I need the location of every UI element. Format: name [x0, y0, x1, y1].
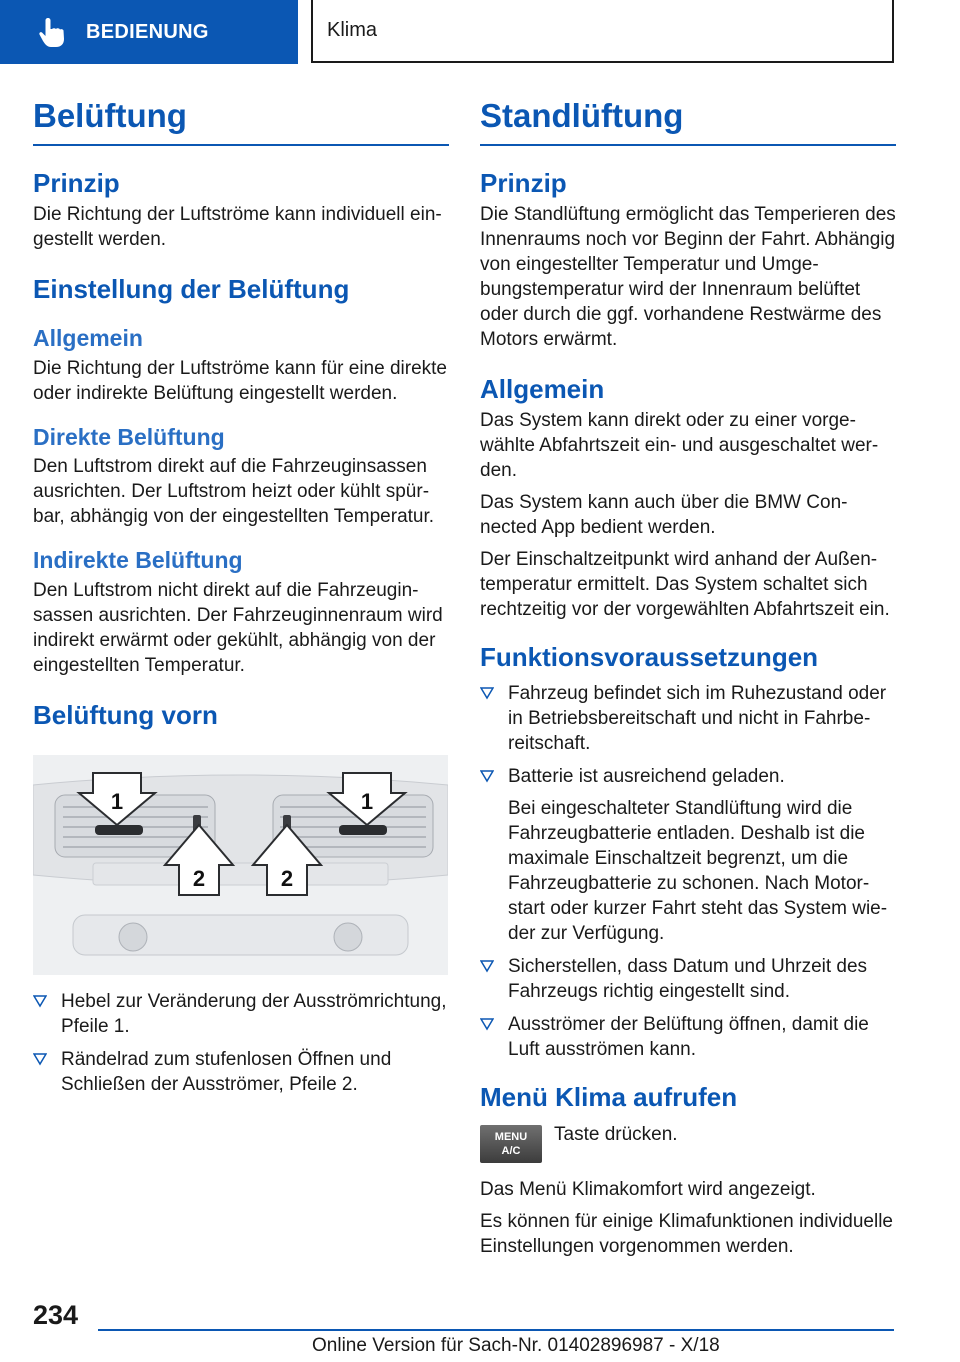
menu-heading: Menü Klima aufrufen [480, 1082, 738, 1113]
menu-text-2: Es können für einige Klimafunktionen individuelle Einstellungen vorgenommen werden. [480, 1211, 893, 1258]
einstellung-heading: Einstellung der Belüftung [33, 273, 350, 304]
allgemein-heading: Allgemein [33, 324, 143, 351]
menu-key-text: Taste drücken. [554, 1124, 678, 1146]
section-tab[interactable] [0, 0, 298, 64]
section-title: BEDIENUNG [86, 20, 209, 43]
allgemein-text: Die Richtung der Luftströme kann für eine direkte oder indirekte Belüftung eingestellt werden. [33, 357, 447, 404]
indirekte-text: Den Luftstrom nicht direkt auf die Fahrzeuginsassen ausrichten. Der Fahrzeuginnenraum wird indirekt erwärmt oder gekühlt, abhängig von der eingestellten Temperatur. [33, 579, 443, 676]
indirekte-heading: Indirekte Belüftung [33, 547, 243, 574]
direkte-text: Den Luftstrom direkt auf die Fahrzeuginsassen ausrichten. Der Luftstrom heizt oder kühlt spürbar, abhängig von der eingestellten Temperatur. [33, 456, 435, 528]
footer-divider [98, 1329, 894, 1331]
arrow-label-2-right: 2 [280, 865, 294, 891]
direkte-heading: Direkte Belüftung [33, 423, 225, 450]
triangle-bullet-icon [33, 1052, 47, 1066]
batterie-note: Bei eingeschalteter Standlüftung wird die Fahrzeugbatterie entladen. Deshalb ist die maximale Einschaltzeit begrenzt, um die Fahrzeugbatterie zu schonen. Nach Motorstart oder kurzer Fahrt steht das System wieder zur Verfügung. [508, 798, 888, 945]
requirements-list [480, 681, 896, 1062]
air-vent-figure [33, 755, 448, 975]
air-vent-illustration [33, 755, 448, 975]
prinzip-heading: Prinzip [33, 167, 120, 198]
prinzip-text-right: Die Standlüftung ermöglicht das Temperieren des Innenraums noch vor Beginn der Fahrt. Abhängig von eingestellter Temperatur und Umgebungstemperatur wird der Innenraum belüftet oder durch die ggf. vorhandene Restwärme des Motors erwärmt. [480, 203, 896, 350]
funktion-heading: Funktionsvoraussetzungen [480, 641, 819, 672]
prinzip-heading-right: Prinzip [480, 167, 567, 198]
allgemein-text-3: Der Einschaltzeitpunkt wird anhand der Außentemperatur ermittelt. Das System schaltet sich rechtzeitig vor der vorgewählten Abfahrtszeit ein. [480, 548, 890, 620]
menu-text-1: Das Menü Klimakomfort wird angezeigt. [480, 1179, 816, 1201]
list-item: Sicherstellen, dass Datum und Uhrzeit des Fahrzeugs richtig eingestellt sind. [480, 954, 896, 1004]
belueftung-title: Belüftung [33, 96, 449, 146]
triangle-bullet-icon [480, 1017, 494, 1031]
list-item: Batterie ist ausreichend geladen. Bei eingeschalteter Standlüftung wird die Fahrzeugbatterie entladen. Deshalb ist die maximale Einschaltzeit begrenzt, um die Fahrzeugbatterie zu schonen. Nach Motorstart oder kurzer Fahrt steht das System wieder zur Verfügung. [480, 764, 896, 946]
list-item: Hebel zur Veränderung der Ausströmrichtung, Pfeile 1. [33, 989, 449, 1039]
allgemein-text-2: Das System kann auch über die BMW Connected App bedient werden. [480, 491, 848, 538]
online-version: Online Version für Sach-Nr. 01402896987 - X/18 [312, 1335, 720, 1356]
triangle-bullet-icon [480, 686, 494, 700]
menu-key-row [480, 1125, 896, 1163]
allgemein-text-1: Das System kann direkt oder zu einer vorgewählte Abfahrtszeit ein- und ausgeschaltet werden. [480, 409, 879, 481]
list-item: Rändelrad zum stufenlosen Öffnen und Schließen der Ausströmer, Pfeile 2. [33, 1047, 449, 1097]
right-column [480, 96, 896, 1259]
allgemein-heading-right: Allgemein [480, 373, 605, 404]
prinzip-text: Die Richtung der Luftströme kann individuell eingestellt werden. [33, 203, 442, 250]
chapter-title: Klima [327, 19, 378, 41]
triangle-bullet-icon [480, 959, 494, 973]
vent-controls-list [33, 989, 449, 1097]
list-item: Ausströmer der Belüftung öffnen, damit die Luft ausströmen kann. [480, 1012, 896, 1062]
triangle-bullet-icon [480, 769, 494, 783]
chapter-header [311, 0, 894, 63]
menu-ac-key-icon: MENU A/C [480, 1125, 542, 1163]
arrow-label-2-left: 2 [192, 865, 206, 891]
vorn-heading: Belüftung vorn [33, 699, 218, 730]
hand-pointer-icon [36, 15, 70, 49]
standlueftung-title: Standlüftung [480, 96, 896, 146]
page-number: 234 [33, 1300, 79, 1330]
list-item: Fahrzeug befindet sich im Ruhezustand oder in Betriebsbereitschaft und nicht in Fahrbereitschaft. [480, 681, 896, 756]
left-column [33, 96, 449, 1097]
arrow-label-1-left: 1 [110, 788, 124, 814]
triangle-bullet-icon [33, 994, 47, 1008]
arrow-label-1-right: 1 [360, 788, 374, 814]
